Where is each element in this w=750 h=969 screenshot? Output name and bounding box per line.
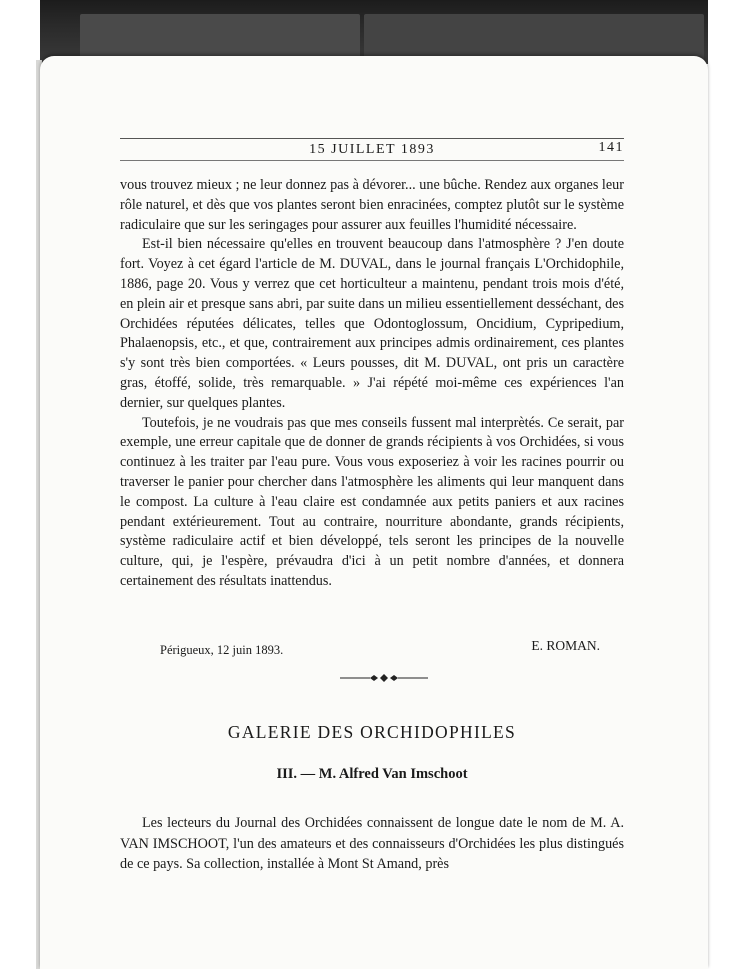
header-rule-bottom (120, 160, 624, 161)
ornament-divider-icon (340, 672, 428, 684)
dateline: Périgueux, 12 juin 1893. (160, 643, 284, 657)
section-title: GALERIE DES ORCHIDOPHILES (227, 722, 517, 742)
section-paragraph: Les lecteurs du Journal des Orchidées connaissent de longue date le nom de M. A. VAN IMSCHOOT, l'un des amateurs et des connaisseurs d'Orchidées les plus distingués de ce pays. Sa collection, installée à Mont St Amand, près (120, 815, 624, 872)
paragraph-3: Toutefois, je ne voudrais pas que mes conseils fussent mal interprètés. Ce serait, par exemple, une erreur capitale que de donner de grands récipients à vos Orchidées, si vous continuez à les traiter par l'eau pure. Vous vous exposeriez à voir les racines pourrir ou traverser le panier pour chercher dans l'atmosphère les aliments qui leur manquent dans le compost. La culture à l'eau claire est condamnée aux petits paniers et aux racines pendant extérieurement. Tout au contraire, nourriture abondante, grands récipients, système radiculaire actif et bien développé, tels seront les principes de la nouvelle culture, qui, je l'espère, prévaudra d'ici à un petit nombre d'années, et donnera certainement des résultats inattendus. (120, 414, 624, 589)
section-body (120, 813, 624, 875)
running-head (120, 140, 624, 162)
page-number: 141 (598, 140, 624, 155)
running-title: 15 JUILLET 1893 (309, 142, 435, 157)
header-rule-top (120, 138, 624, 139)
article-body (120, 176, 624, 592)
paragraph-1: vous trouvez mieux ; ne leur donnez pas à dévorer... une bûche. Rendez aux organes leur rôle naturel, et dès que vos plantes seront bien enracinées, comptez plutôt sur le système radiculaire que sur les seringages pour assurer aux feuilles l'humidité nécessaire. (120, 177, 624, 233)
signature: E. ROMAN. (531, 638, 600, 653)
paragraph-2: Est-il bien nécessaire qu'elles en trouvent beaucoup dans l'atmosphère ? J'en doute fort. Voyez à cet égard l'article de M. DUVAL, dans le journal français L'Orchidophile, 1886, page 20. Vous y verrez que cet horticulteur a maintenu, pendant trois mois d'été, en plein air et presque sans abri, par suite dans un milieu essentiellement desséchant, des Orchidées réputées délicates, telles que Odontoglossum, Oncidium, Cypripedium, Phalaenopsis, etc., et que, contrairement aux principes admis ordinairement, ces plantes s'y sont très bien comportées. « Leurs pousses, dit M. DUVAL, ont pris un caractère gras, étoffé, solide, très remarquable. » J'ai répété moi-même ces expériences l'an dernier, sur quelques plantes. (120, 236, 624, 411)
subsection-title: III. — M. Alfred Van Imschoot (276, 766, 468, 782)
